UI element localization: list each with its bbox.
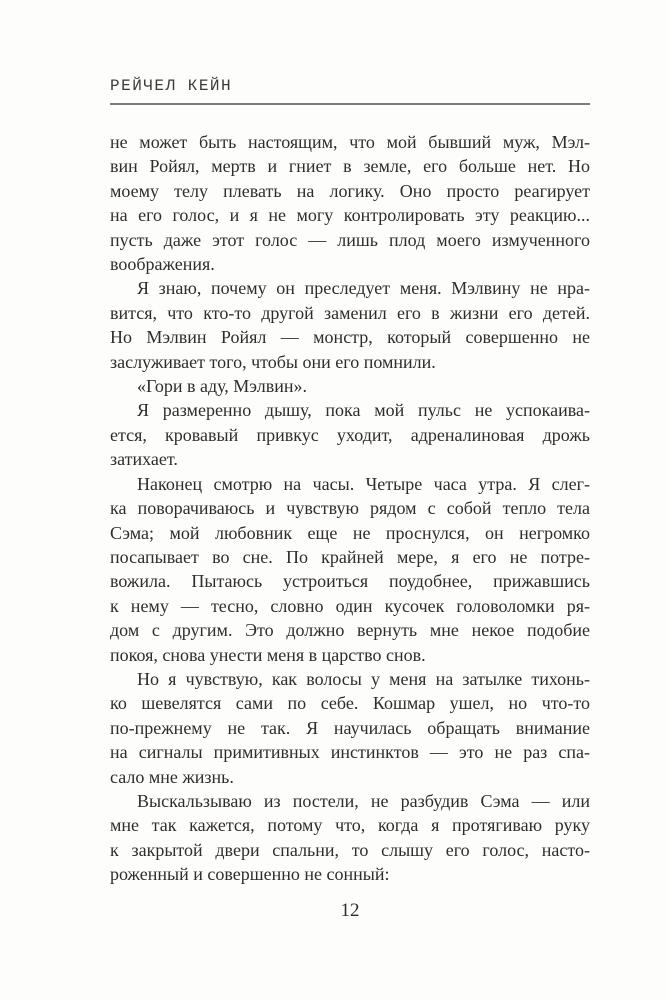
text-line: вится, что кто-то другой заменил его в жизни его детей.	[110, 302, 590, 323]
text-line: к нему — тесно, словно один кусочек головоломки ря-	[110, 595, 590, 616]
running-header	[110, 76, 590, 105]
text-line: вожила. Пытаюсь устроиться поудобнее, прижавшись	[110, 571, 590, 592]
text-line: ется, кровавый привкус уходит, адреналиновая дрожь	[110, 424, 590, 445]
paragraph	[110, 130, 590, 276]
page-content	[110, 0, 590, 923]
text-line: Сэма; мой любовник еще не проснулся, он негромко	[110, 522, 590, 543]
paragraph	[110, 667, 590, 789]
text-line: затихает.	[110, 449, 178, 470]
text-line: сало мне жизнь.	[110, 766, 234, 787]
text-line: по-прежнему не так. Я научилась обращать внимание	[110, 717, 590, 738]
text-line: покоя, снова унести меня в царство снов.	[110, 644, 426, 665]
text-line: дом с другим. Это должно вернуть мне некое подобие	[110, 620, 590, 641]
text-line: на его голос, и я не могу контролировать эту реакцию...	[110, 205, 590, 226]
text-line: заслуживает того, чтобы они его помнили.	[110, 351, 436, 372]
author-name: РЕЙЧЕЛ КЕЙН	[110, 77, 233, 95]
paragraph	[110, 276, 590, 374]
text-line: Выскальзываю из постели, не разбудив Сэма — или	[137, 790, 590, 811]
text-line: ко шевелятся сами по себе. Кошмар ушел, но что-то	[110, 693, 590, 714]
text-line: к закрытой двери спальни, то слышу его голос, насто-	[110, 839, 590, 860]
text-line: Я размеренно дышу, пока мой пульс не успокаива-	[137, 400, 590, 421]
text-line: на сигналы примитивных инстинктов — это не раз спа-	[110, 742, 590, 763]
text-line: Но Мэлвин Ройял — монстр, который совершенно не	[110, 327, 590, 348]
text-line: Но я чувствую, как волосы у меня на затылке тихонь-	[137, 668, 590, 689]
text-line: воображения.	[110, 254, 215, 275]
text-line: не может быть настоящим, что мой бывший муж, Мэл-	[110, 132, 590, 152]
text-line: Я знаю, почему он преследует меня. Мэлвину не нра-	[137, 278, 590, 299]
paragraph	[110, 374, 590, 398]
text-line: роженный и совершенно не сонный:	[110, 864, 390, 885]
text-line: посапывает во сне. По крайней мере, я его не потре-	[110, 546, 590, 567]
paragraph	[110, 398, 590, 471]
header-rule	[110, 103, 590, 105]
text-line: ка поворачиваюсь и чувствую рядом с собой тепло тела	[110, 498, 590, 519]
paragraph	[110, 472, 590, 667]
text-line: мне так кажется, потому что, когда я протягиваю руку	[110, 815, 590, 836]
text-line: вин Ройял, мертв и гниет в земле, его больше нет. Но	[110, 156, 590, 177]
page-number: 12	[340, 899, 360, 921]
text-line: «Гори в аду, Мэлвин».	[137, 376, 307, 397]
text-line: моему телу плевать на логику. Оно просто реагирует	[110, 180, 590, 201]
body-text	[110, 130, 590, 887]
text-line: пусть даже этот голос — лишь плод моего измученного	[110, 229, 590, 250]
text-line: Наконец смотрю на часы. Четыре часа утра. Я слег-	[137, 473, 590, 494]
paragraph	[110, 789, 590, 887]
